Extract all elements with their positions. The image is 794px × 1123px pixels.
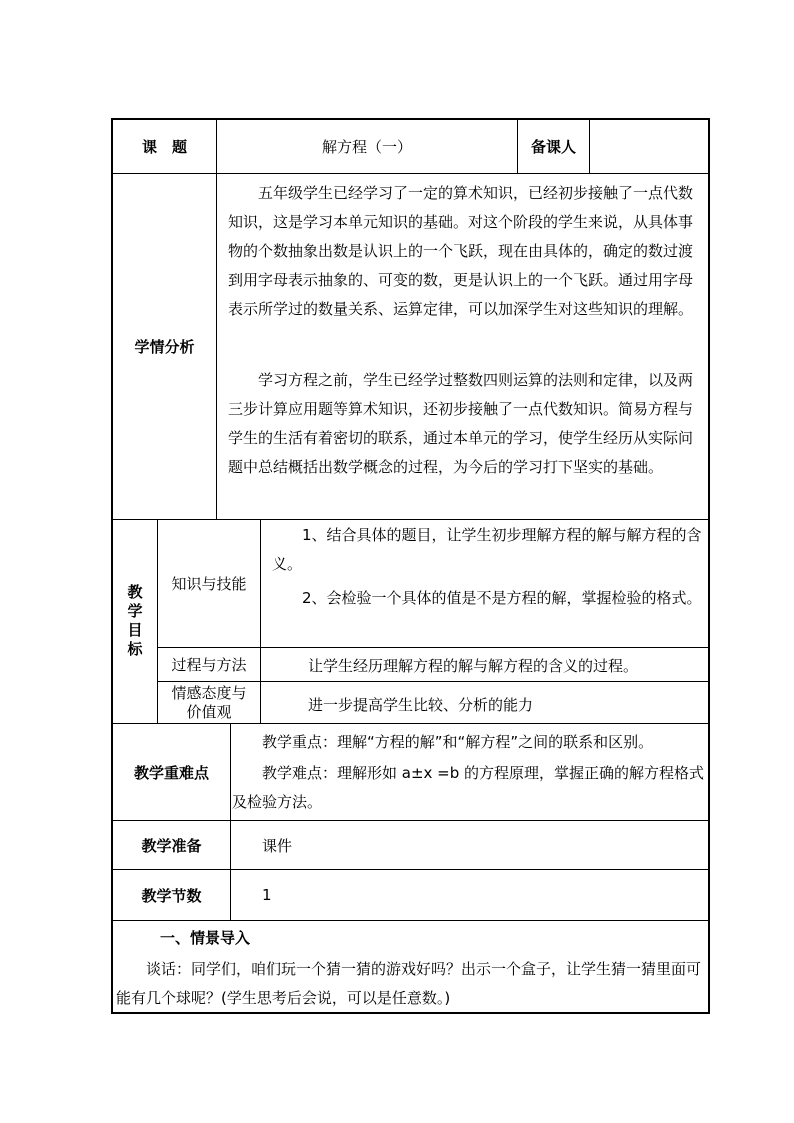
objectives-label: 教学目标 bbox=[125, 583, 144, 660]
preparer-label: 备课人 bbox=[530, 138, 576, 156]
periods-value: 1 bbox=[262, 886, 272, 904]
knowledge-skills-label: 知识与技能 bbox=[171, 575, 247, 593]
analysis-paragraph-2: 学习方程之前，学生已经学过整数四则运算的法则和定律，以及两三步计算应用题等算术知识，还初步接触了一点代数知识。简易方程与学生的生活有着密切的联系，通过本单元的学习，使学生经历从实际问题中总结概括出数学概念的过程，为今后的学习打下坚实的基础。 bbox=[228, 371, 694, 476]
preparation-label: 教学准备 bbox=[141, 836, 202, 855]
col-divider bbox=[216, 173, 217, 520]
preparation-value: 课件 bbox=[262, 837, 293, 855]
process-method-label: 过程与方法 bbox=[171, 656, 247, 674]
subject-title: 解方程（一） bbox=[321, 138, 412, 156]
intro-heading: 一、情景导入 bbox=[160, 929, 251, 947]
knowledge-item-1: 1、结合具体的题目，让学生初步理解方程的解与解方程的含义。 bbox=[272, 526, 702, 573]
key-points-label: 教学重难点 bbox=[133, 763, 209, 782]
attitude-values-text: 进一步提高学生比较、分析的能力 bbox=[308, 696, 534, 714]
attitude-values-label: 情感态度与价值观 bbox=[171, 683, 247, 721]
analysis-paragraph-1: 五年级学生已经学习了一定的算术知识，已经初步接触了一点代数知识，这是学习本单元知识的基础。对这个阶段的学生来说，从具体事物的个数抽象出数是认识上的一个飞跃，现在由具体的，确定的数过渡到用字母表示抽象的、可变的数，更是认识上的一个飞跃。通过用字母表示所学过的数量关系、运算定律，可以加深学生对这些知识的理解。 bbox=[228, 184, 694, 318]
analysis-label: 学情分析 bbox=[134, 338, 195, 356]
process-method-text: 让学生经历理解方程的解与解方程的含义的过程。 bbox=[308, 657, 639, 675]
col-divider bbox=[260, 519, 261, 724]
teaching-focus: 教学重点：理解“方程的解”和“解方程”之间的联系和区别。 bbox=[262, 733, 654, 751]
preparer-value bbox=[590, 120, 708, 173]
col-divider bbox=[230, 723, 231, 921]
intro-text: 谈话：同学们，咱们玩一个猜一猜的游戏好吗？出示一个盒子，让学生猜一猜里面可能有几个球呢？(学生思考后会说，可以是任意数。) bbox=[116, 960, 702, 1007]
knowledge-item-2: 2、会检验一个具体的值是不是方程的解，掌握检验的格式。 bbox=[302, 589, 702, 607]
subject-label: 课 题 bbox=[141, 138, 187, 156]
periods-label: 教学节数 bbox=[141, 886, 202, 905]
row-divider bbox=[113, 920, 708, 921]
teaching-difficulty: 教学难点：理解形如 a±x =b 的方程原理，掌握正确的解方程格式及检验方法。 bbox=[232, 764, 705, 811]
